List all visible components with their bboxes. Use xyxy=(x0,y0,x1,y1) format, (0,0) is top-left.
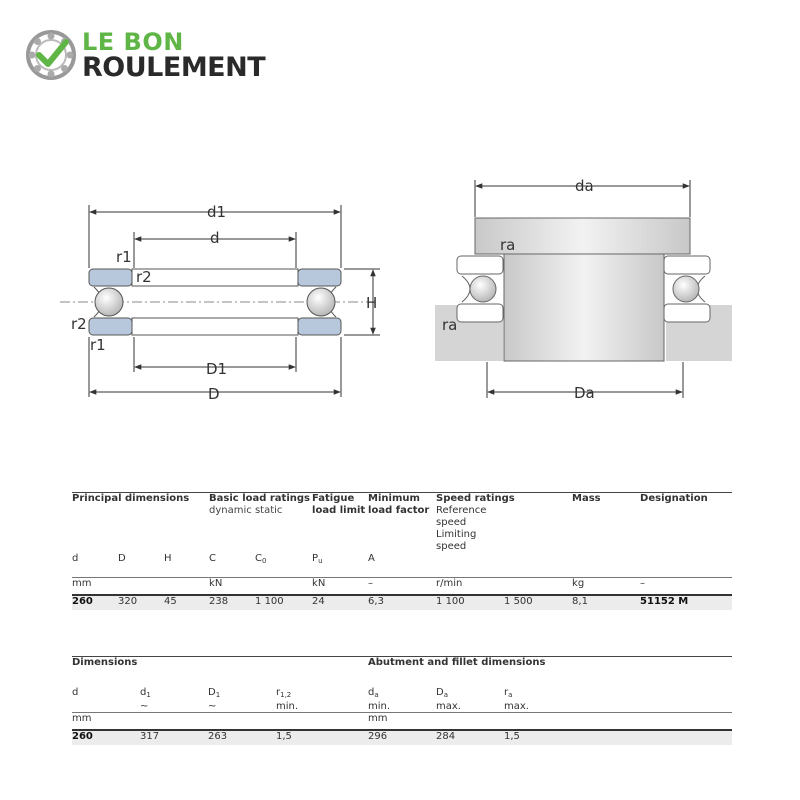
abutment-dimensions-table xyxy=(72,656,732,745)
header-speed-ratings xyxy=(436,493,572,554)
unit-kg: kg xyxy=(572,578,640,596)
header-minimum-sub: load factor xyxy=(368,505,430,516)
label-d1: d1 xyxy=(207,203,227,221)
symbol-C0-sub: 0 xyxy=(262,557,267,565)
cell-A: 6,3 xyxy=(368,595,436,610)
cell2-D1: 263 xyxy=(208,730,276,745)
header-speed-title: Speed ratings xyxy=(436,493,515,504)
label-D: D xyxy=(208,385,220,403)
label-Da: Da xyxy=(574,384,595,402)
cell-C0: 1 100 xyxy=(255,595,312,610)
symbol2-d1-sub: 1 xyxy=(146,691,151,699)
symbol-C0 xyxy=(255,553,312,578)
header-dimensions: Dimensions xyxy=(72,657,138,668)
header-basic-load-ratings xyxy=(209,493,312,554)
symbol2-ra-main: r xyxy=(504,687,509,698)
symbol2-r12-sub: 1,2 xyxy=(280,691,292,699)
cell2-r12: 1,5 xyxy=(276,730,368,745)
cell-d: 260 xyxy=(72,595,118,610)
cell2-Da: 284 xyxy=(436,730,504,745)
brand-line2: ROULEMENT xyxy=(82,52,266,83)
symbol-d: d xyxy=(72,553,79,564)
label-da: da xyxy=(575,177,594,195)
cell-ref-speed: 1 100 xyxy=(436,595,504,610)
principal-dimensions-table xyxy=(72,492,732,610)
cell2-da: 296 xyxy=(368,730,436,745)
cell-C: 238 xyxy=(209,595,255,610)
symbol2-da xyxy=(368,669,436,713)
cell-H: 45 xyxy=(164,595,209,610)
unit2-mm-abutment: mm xyxy=(368,713,732,731)
header-mass: Mass xyxy=(572,493,601,504)
symbol-Pu xyxy=(312,553,368,578)
unit2-mm: mm xyxy=(72,713,368,731)
symbol2-ra xyxy=(504,669,732,713)
unit-mm: mm xyxy=(72,578,209,596)
symbol2-da-note: min. xyxy=(368,701,391,712)
header-speed-ref2: speed xyxy=(436,517,467,528)
table-row xyxy=(72,595,732,610)
symbol2-D1-note: ~ xyxy=(208,701,217,712)
header-minimum-title: Minimum xyxy=(368,493,420,504)
symbol2-Da xyxy=(436,669,504,713)
symbol2-da-main: d xyxy=(368,687,375,698)
symbol2-d: d xyxy=(72,687,79,698)
header-abutment: Abutment and fillet dimensions xyxy=(368,657,546,668)
cell2-d: 260 xyxy=(72,730,140,745)
symbol2-D1-main: D xyxy=(208,687,216,698)
symbol2-Da-note: max. xyxy=(436,701,461,712)
label-r2-top: r2 xyxy=(136,268,152,286)
header-speed-lim: Limiting xyxy=(436,529,477,540)
symbol-C: C xyxy=(209,553,217,564)
header-speed-lim2: speed xyxy=(436,541,467,552)
header-fatigue-sub: load limit xyxy=(312,505,366,516)
cell-lim-speed: 1 500 xyxy=(504,595,572,610)
table-row xyxy=(72,730,732,745)
label-ra-bottom: ra xyxy=(442,316,458,334)
symbol2-D1 xyxy=(208,669,276,713)
label-r1-top: r1 xyxy=(116,248,132,266)
symbol2-r12 xyxy=(276,669,368,713)
symbol2-r12-main: r xyxy=(276,687,281,698)
symbol2-ra-sub: a xyxy=(508,691,513,699)
label-H: H xyxy=(366,294,378,312)
cell-designation: 51152 M xyxy=(640,595,732,610)
header-minimum xyxy=(368,493,436,554)
label-D1: D1 xyxy=(206,360,228,378)
symbol-Pu-sub: u xyxy=(318,557,323,565)
unit-dash-factor: – xyxy=(368,578,436,596)
header-fatigue xyxy=(312,493,368,554)
header-fatigue-title: Fatigue xyxy=(312,493,355,504)
symbol-Pu-main: P xyxy=(312,553,319,564)
header-basic-sub: dynamic static xyxy=(209,505,283,516)
unit-kN-fatigue: kN xyxy=(312,578,368,596)
header-principal-dimensions: Principal dimensions xyxy=(72,493,190,504)
unit-kN: kN xyxy=(209,578,312,596)
symbol2-Da-sub: a xyxy=(443,691,448,699)
symbol2-ra-note: max. xyxy=(504,701,529,712)
label-ra-top: ra xyxy=(500,236,516,254)
brand-line1: LE BON xyxy=(82,28,184,56)
cell2-d1: 317 xyxy=(140,730,208,745)
symbol2-da-sub: a xyxy=(374,691,379,699)
cell2-ra: 1,5 xyxy=(504,730,732,745)
header-basic-title: Basic load ratings xyxy=(209,493,310,504)
symbol2-d1-main: d xyxy=(140,687,147,698)
header-speed-ref: Reference xyxy=(436,505,487,516)
symbol2-d1 xyxy=(140,669,208,713)
header-designation: Designation xyxy=(640,493,708,504)
label-r1-bottom: r1 xyxy=(90,336,106,354)
label-r2-bottom: r2 xyxy=(71,315,87,333)
symbol-C0-main: C xyxy=(255,553,263,564)
symbol-D: D xyxy=(118,553,126,564)
cell-Pu: 24 xyxy=(312,595,368,610)
symbol2-r12-note: min. xyxy=(276,701,299,712)
symbol2-d1-note: ~ xyxy=(140,701,149,712)
symbol2-D1-sub: 1 xyxy=(215,691,221,699)
unit-rmin: r/min xyxy=(436,578,572,596)
label-d: d xyxy=(210,229,220,247)
cell-mass: 8,1 xyxy=(572,595,640,610)
cell-D: 320 xyxy=(118,595,164,610)
symbol-H: H xyxy=(164,553,172,564)
unit-dash-designation: – xyxy=(640,578,732,596)
symbol2-Da-main: D xyxy=(436,687,444,698)
symbol-A: A xyxy=(368,553,375,564)
